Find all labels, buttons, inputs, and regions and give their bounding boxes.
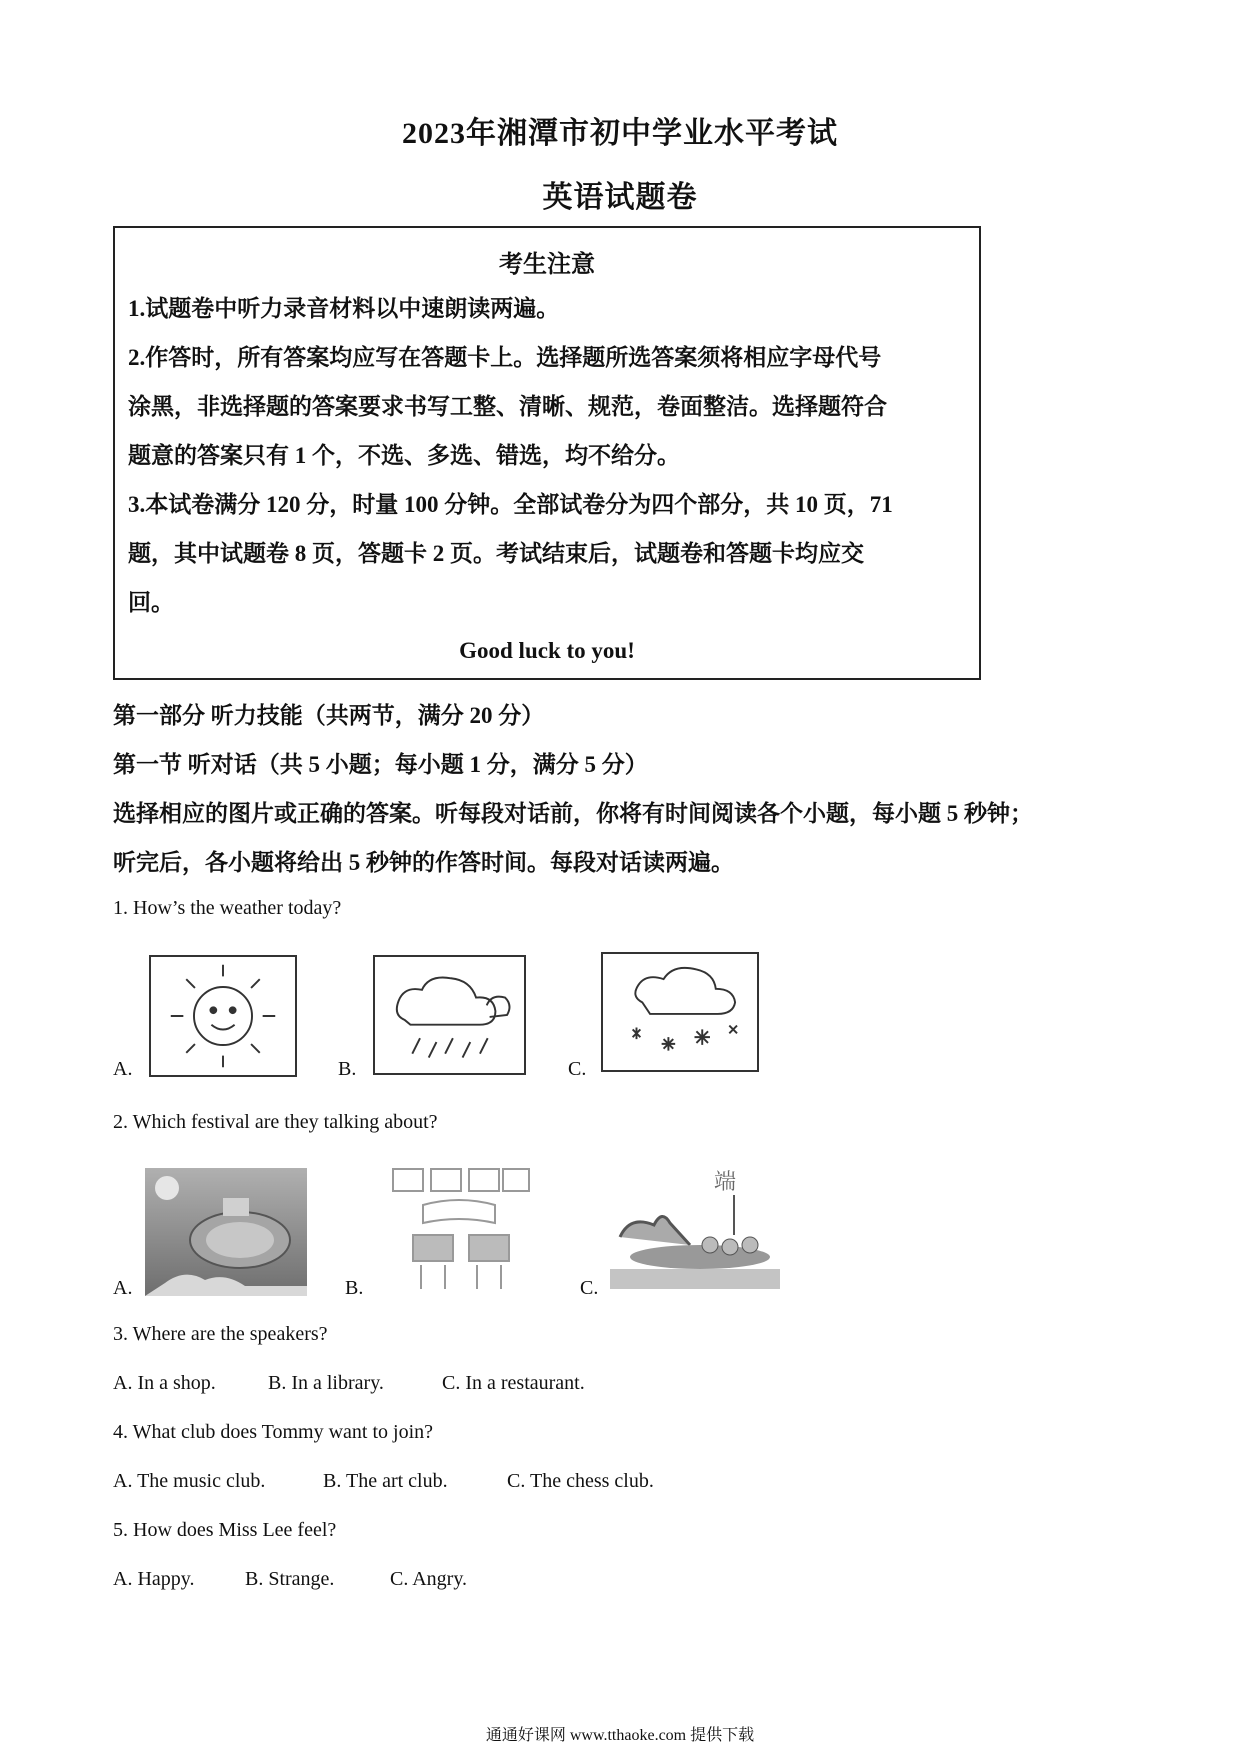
notice-line: 1.试题卷中听力录音材料以中速朗读两遍。 xyxy=(128,296,560,321)
q2-option-c[interactable]: C. xyxy=(580,1277,599,1299)
dragon-boat-picture xyxy=(610,1165,780,1295)
q1-option-c[interactable]: C. xyxy=(568,1058,587,1080)
notice-closing: Good luck to you! xyxy=(459,638,635,663)
q5-option-a[interactable]: A. Happy. xyxy=(113,1568,195,1590)
notice-line: 2.作答时，所有答案均应写在答题卡上。选择题所选答案须将相应字母代号 xyxy=(128,345,882,370)
notice-line: 题，其中试题卷 8 页，答题卡 2 页。考试结束后，试题卷和答题卡均应交 xyxy=(128,541,864,566)
q3-option-a[interactable]: A. In a shop. xyxy=(113,1372,216,1394)
notice-line: 3.本试卷满分 120 分，时量 100 分钟。全部试卷分为四个部分，共 10 页，71 xyxy=(128,492,893,517)
sun-icon xyxy=(149,955,297,1077)
q4-option-c[interactable]: C. The chess club. xyxy=(507,1470,654,1492)
q5-option-b[interactable]: B. Strange. xyxy=(245,1568,335,1590)
q5-option-c[interactable]: C. Angry. xyxy=(390,1568,468,1590)
notice-line: 回。 xyxy=(128,590,174,615)
instruction-line: 听完后，各小题将给出 5 秒钟的作答时间。每段对话读两遍。 xyxy=(113,850,734,875)
mid-autumn-picture xyxy=(145,1168,307,1296)
page-footer: 通通好课网 www.tthaoke.com 提供下载 xyxy=(485,1727,755,1744)
q4-option-a[interactable]: A. The music club. xyxy=(113,1470,266,1492)
section-heading: 第一节 听对话（共 5 小题；每小题 1 分，满分 5 分） xyxy=(113,752,648,777)
q2-option-a[interactable]: A. xyxy=(113,1277,133,1299)
question-3-stem: 3. Where are the speakers? xyxy=(113,1323,328,1345)
question-2-stem: 2. Which festival are they talking about? xyxy=(113,1111,438,1133)
q3-option-c[interactable]: C. In a restaurant. xyxy=(442,1372,585,1394)
question-5-stem: 5. How does Miss Lee feel? xyxy=(113,1519,337,1541)
part-heading: 第一部分 听力技能（共两节，满分 20 分） xyxy=(113,703,545,728)
page-subtitle: 英语试题卷 xyxy=(542,181,698,214)
q3-option-b[interactable]: B. In a library. xyxy=(268,1372,384,1394)
notice-line: 题意的答案只有 1 个，不选、多选、错选，均不给分。 xyxy=(128,443,680,468)
question-4-stem: 4. What club does Tommy want to join? xyxy=(113,1421,434,1443)
q1-option-a[interactable]: A. xyxy=(113,1058,133,1080)
snow-cloud-icon xyxy=(601,952,759,1072)
q1-option-b[interactable]: B. xyxy=(338,1058,357,1080)
page-title: 2023年湘潭市初中学业水平考试 xyxy=(402,117,838,150)
rain-cloud-icon xyxy=(373,955,526,1075)
notice-heading: 考生注意 xyxy=(499,252,595,278)
q4-option-b[interactable]: B. The art club. xyxy=(323,1470,448,1492)
q2-option-b[interactable]: B. xyxy=(345,1277,364,1299)
instruction-line: 选择相应的图片或正确的答案。听每段对话前，你将有时间阅读各个小题，每小题 5 秒钟； xyxy=(113,801,1033,826)
notice-line: 涂黑，非选择题的答案要求书写工整、清晰、规范，卷面整洁。选择题符合 xyxy=(128,394,887,419)
question-1-stem: 1. How’s the weather today? xyxy=(113,897,342,919)
notice-box xyxy=(113,226,981,680)
spring-festival-picture xyxy=(383,1165,535,1295)
svg-text:端: 端 xyxy=(714,1170,737,1195)
